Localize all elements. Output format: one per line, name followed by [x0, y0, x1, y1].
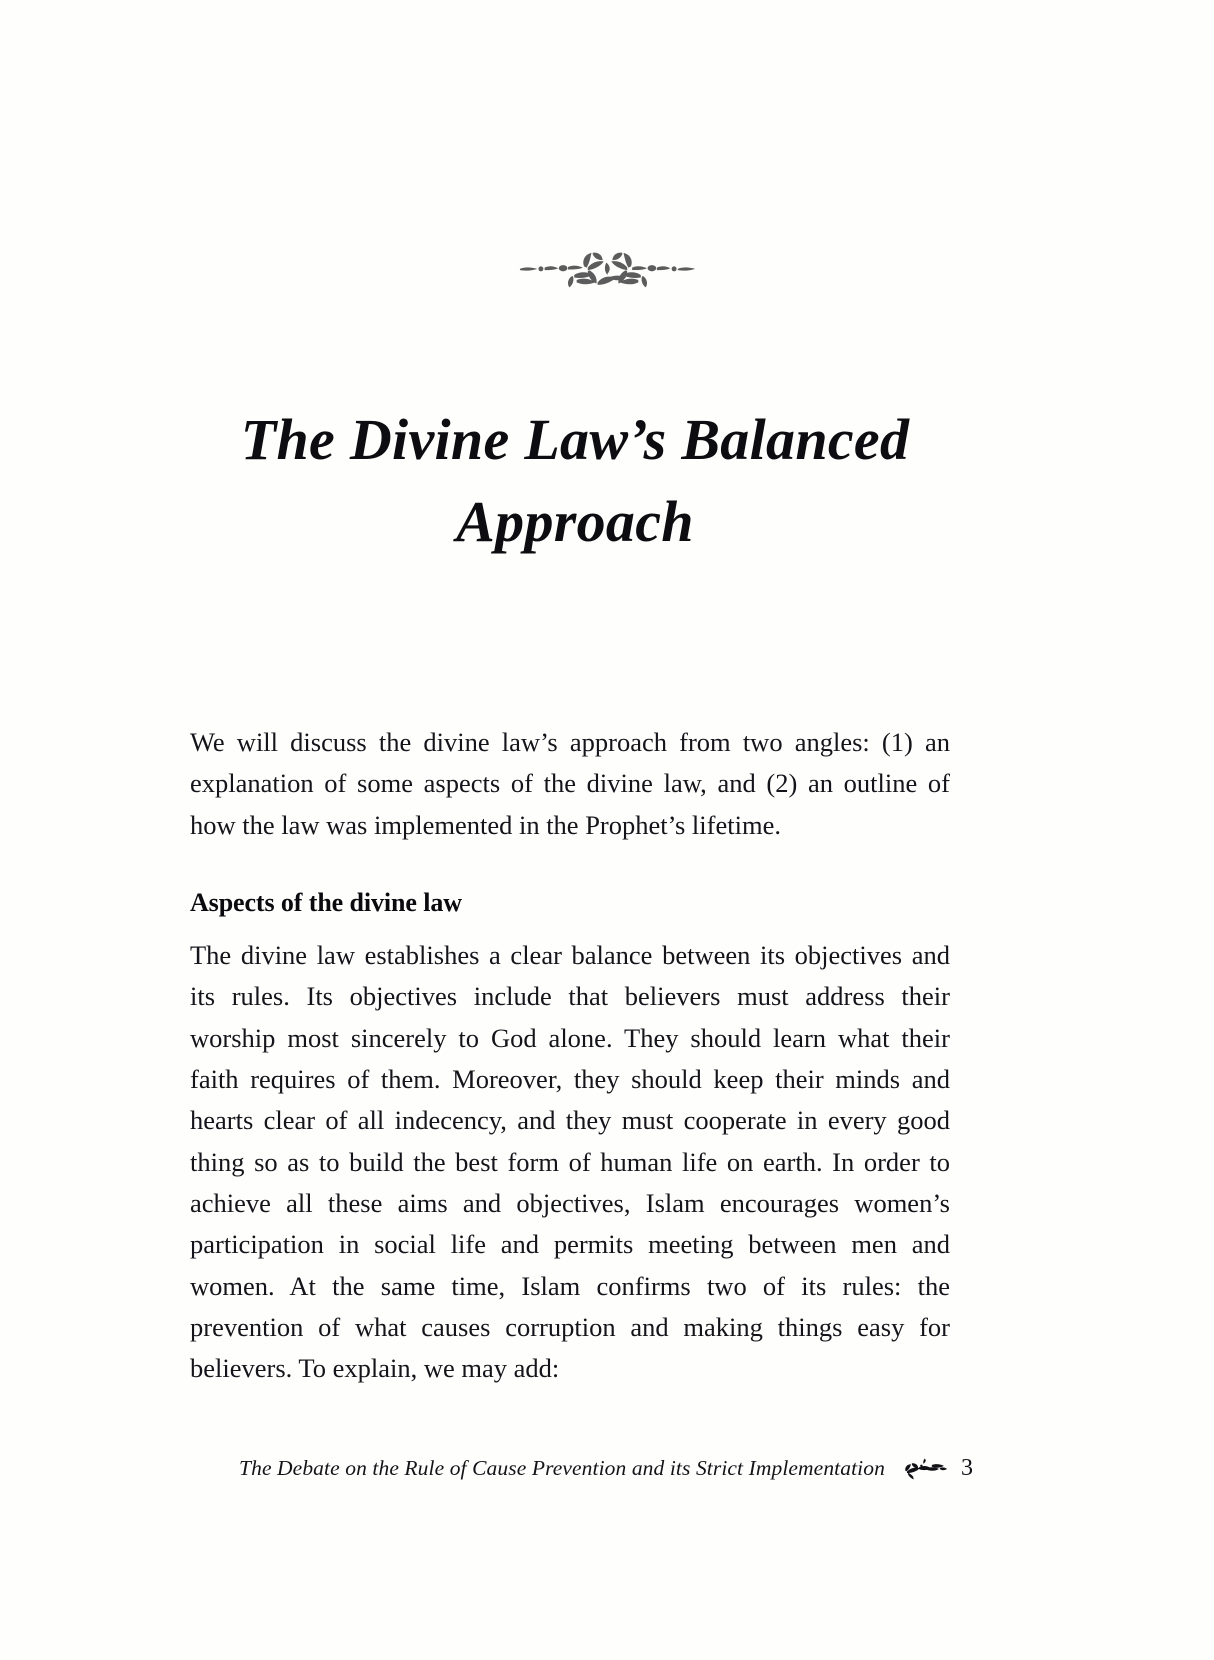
body-content: [190, 722, 950, 1390]
section-paragraph: The divine law establishes a clear balance between its objectives and its rules. Its objectives include that believers must address their worship most sincerely to God alone. They should learn what their faith requires of them. Moreover, they should keep their minds and hearts clear of all indecency, and they must cooperate in every good thing so as to build the best form of human life on earth. In order to achieve all these aims and objectives, Islam encourages women’s participation in social life and permits meeting between men and women. At the same time, Islam confirms two of its rules: the prevention of what causes corruption and making things easy for believers. To explain, we may add:: [190, 939, 950, 1384]
footer-running-title: The Debate on the Rule of Cause Prevention and its Strict Implementation: [239, 1456, 885, 1480]
intro-paragraph: We will discuss the divine law’s approach from two angles: (1) an explanation of some aspects of the divine law, and (2) an outline of how the law was implemented in the Prophet’s lifetime.: [190, 727, 950, 840]
page-number: 3: [960, 1455, 973, 1481]
footer-ornament: [903, 1458, 947, 1480]
page-title: [195, 399, 955, 564]
section-heading: Aspects of the divine law: [190, 887, 462, 917]
title-line-2: Approach: [456, 489, 694, 555]
page-footer: [0, 1455, 1214, 1482]
top-ornament: [0, 238, 1214, 296]
floral-flourish-icon: [903, 1458, 947, 1480]
floral-divider-icon: [515, 238, 700, 296]
title-line-1: The Divine Law’s Balanced: [240, 406, 910, 472]
